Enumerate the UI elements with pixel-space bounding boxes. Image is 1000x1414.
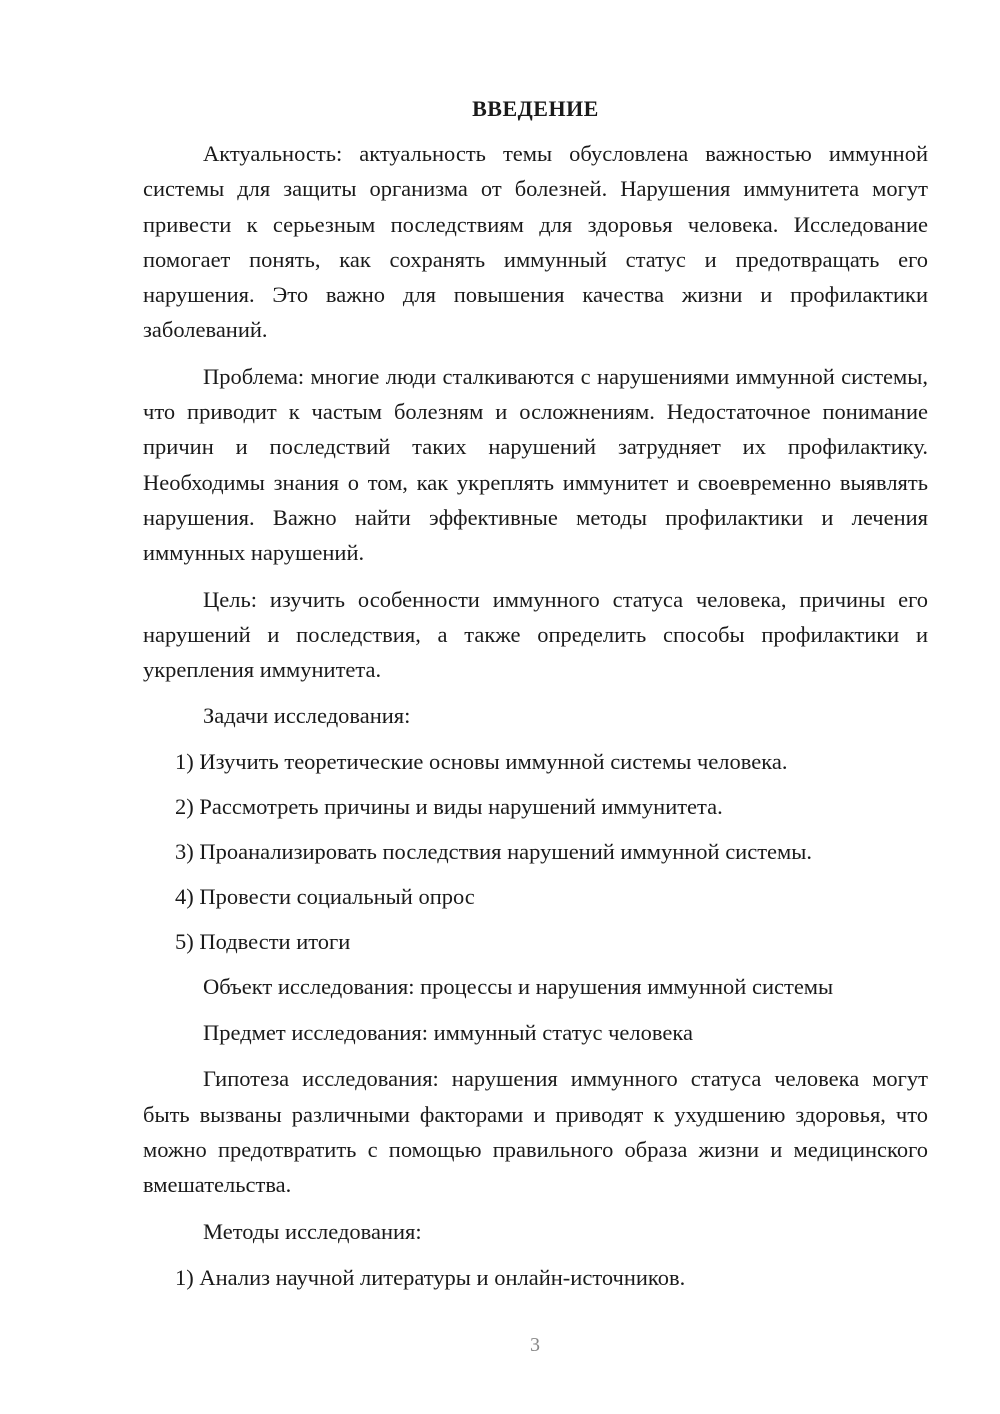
- relevance-paragraph: Актуальность: актуальность темы обусловлена важностью иммунной системы для защиты организма от болезней. Нарушения иммунитета могут привести к серьезным последствиям для здоровья человека. Исследование помогает понять, как сохранять иммунный статус и предотвращать его нарушения. Это важно для повышения качества жизни и профилактики заболеваний.: [143, 141, 928, 343]
- page-title: ВВЕДЕНИЕ: [472, 96, 599, 121]
- task-item: 5) Подвести итоги: [175, 929, 351, 955]
- problem-paragraph: Проблема: многие люди сталкиваются с нарушениями иммунной системы, что приводит к частым болезням и осложнениям. Недостаточное понимание причин и последствий таких нарушений затрудняет их профилактику. Необходимы знания о том, как укреплять иммунитет и своевременно выявлять нарушения. Важно найти эффективные методы профилактики и лечения иммунных нарушений.: [143, 363, 928, 566]
- task-item: 3) Проанализировать последствия нарушений иммунной системы.: [175, 839, 813, 865]
- page-number: 3: [530, 1334, 540, 1356]
- tasks-label: Задачи исследования:: [203, 703, 411, 729]
- subject-line: Предмет исследования: иммунный статус человека: [203, 1020, 693, 1046]
- methods-label: Методы исследования:: [203, 1218, 422, 1244]
- hypothesis-paragraph: Гипотеза исследования: нарушения иммунного статуса человека могут быть вызваны различными факторами и приводят к ухудшению здоровья, что можно предотвратить с помощью правильного образа жизни и медицинского вмешательства.: [143, 1066, 928, 1198]
- task-item: 4) Провести социальный опрос: [175, 884, 475, 910]
- object-line: Объект исследования: процессы и нарушения иммунной системы: [203, 974, 834, 1000]
- task-item: 1) Изучить теоретические основы иммунной системы человека.: [175, 749, 788, 775]
- goal-paragraph: Цель: изучить особенности иммунного статуса человека, причины его нарушений и последствия, а также определить способы профилактики и укрепления иммунитета.: [143, 586, 928, 683]
- task-item: 2) Рассмотреть причины и виды нарушений иммунитета.: [175, 794, 723, 820]
- method-item: 1) Анализ научной литературы и онлайн-источников.: [175, 1264, 686, 1290]
